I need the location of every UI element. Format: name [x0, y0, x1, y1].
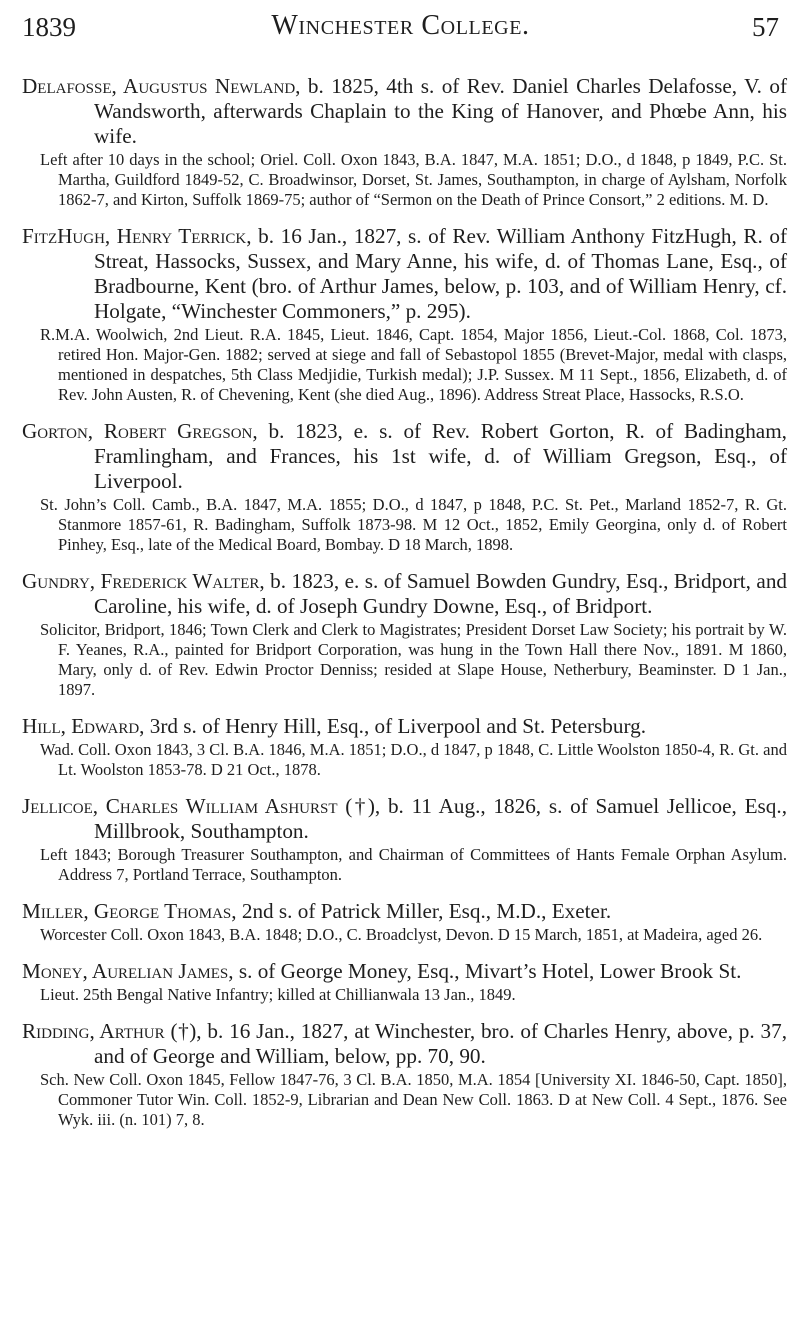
- entry-parentage: 2nd s. of Patrick Miller, Esq., M.D., Exeter.: [236, 899, 612, 923]
- entry-name: Gundry, Frederick Walter,: [22, 569, 265, 593]
- entry-name: Jellicoe, Charles William Ashurst (†),: [22, 794, 381, 818]
- entry-career: Lieut. 25th Bengal Native Infantry; killed at Chillianwala 13 Jan., 1849.: [40, 985, 516, 1004]
- entry-head: [22, 714, 787, 739]
- entry-career: Left after 10 days in the school; Oriel. Coll. Oxon 1843, B.A. 1847, M.A. 1851; D.O., d 1848, p 1849, P.C. St. Martha, Guildford 1849-52, C. Broadwinsor, Dorset, St. James, Southampton, in charge of Aylsham, Norfolk 1862-7, and Kirton, Suffolk 1869-75; author of “Sermon on the Death of Prince Consort,” 2 editions. M. D.: [40, 150, 787, 209]
- entry-head: [22, 794, 787, 844]
- entry-name: Gorton, Robert Gregson,: [22, 419, 258, 443]
- entry-name: Ridding, Arthur (†),: [22, 1019, 202, 1043]
- entry-name: Hill, Edward,: [22, 714, 145, 738]
- entry-name: Delafosse, Augustus Newland,: [22, 74, 301, 98]
- entry-parentage: b. 1825, 4th s. of Rev. Daniel Charles Delafosse, V. of Wandsworth, afterwards Chaplain to the King of Hanover, and Phœbe Ann, his wife.: [94, 74, 787, 148]
- entry-head: [22, 1019, 787, 1069]
- register-entry: [22, 714, 787, 780]
- entry-head: [22, 74, 787, 149]
- entry-career: St. John’s Coll. Camb., B.A. 1847, M.A. 1855; D.O., d 1847, p 1848, P.C. St. Pet., Marland 1852-7, R. Gt. Stanmore 1857-61, R. Badingham, Suffolk 1873-98. M 12 Oct., 1852, Emily Georgina, only d. of Robert Pinhey, Esq., late of the Medical Board, Bombay. D 18 March, 1898.: [40, 495, 787, 554]
- entry-parentage: b. 16 Jan., 1827, s. of Rev. William Anthony FitzHugh, R. of Streat, Hassocks, Sussex, and Mary Anne, his wife, d. of Thomas Lane, Esq., of Bradbourne, Kent (bro. of Arthur James, below, p. 103, and of William Henry, cf. Holgate, “Winchester Commoners,” p. 295).: [94, 224, 787, 323]
- entry-career: R.M.A. Woolwich, 2nd Lieut. R.A. 1845, Lieut. 1846, Capt. 1854, Major 1856, Lieut.-Col. 1868, Col. 1873, retired Hon. Major-Gen. 1882; served at siege and fall of Sebastopol 1855 (Brevet-Major, medal with clasps, mentioned in despatches, 5th Class Medjidie, Turkish medal); J.P. Sussex. M 11 Sept., 1856, Elizabeth, d. of Rev. John Austen, R. of Chevening, Kent (she died Aug., 1896). Address Streat Place, Hassocks, R.S.O.: [40, 325, 787, 404]
- entry-career: Left 1843; Borough Treasurer Southampton, and Chairman of Committees of Hants Female Orphan Asylum. Address 7, Portland Terrace, Southampton.: [40, 845, 787, 884]
- register-entry: [22, 899, 787, 945]
- register-entry: [22, 569, 787, 700]
- register-entry: [22, 224, 787, 405]
- register-entry: [22, 1019, 787, 1130]
- entry-name: Money, Aurelian James,: [22, 959, 234, 983]
- register-entries: [22, 74, 787, 1144]
- entry-parentage: b. 1823, e. s. of Rev. Robert Gorton, R. of Badingham, Framlingham, and Frances, his 1st wife, d. of William Gregson, Esq., of Liverpool.: [94, 419, 787, 493]
- register-entry: [22, 419, 787, 555]
- register-entry: [22, 959, 787, 1005]
- entry-head: [22, 224, 787, 324]
- entry-parentage: b. 16 Jan., 1827, at Winchester, bro. of Charles Henry, above, p. 37, and of George and William, below, pp. 70, 90.: [94, 1019, 787, 1068]
- entry-parentage: b. 11 Aug., 1826, s. of Samuel Jellicoe, Esq., Millbrook, Southampton.: [94, 794, 787, 843]
- entry-head: [22, 899, 787, 924]
- entry-parentage: 3rd s. of Henry Hill, Esq., of Liverpool and St. Petersburg.: [144, 714, 647, 738]
- entry-parentage: b. 1823, e. s. of Samuel Bowden Gundry, Esq., Bridport, and Caroline, his wife, d. of Joseph Gundry Downe, Esq., of Bridport.: [94, 569, 788, 618]
- page-number: 57: [752, 12, 779, 42]
- entry-head: [22, 419, 787, 494]
- running-title: Winchester College.: [271, 10, 530, 41]
- register-entry: [22, 794, 787, 885]
- entry-career: Worcester Coll. Oxon 1843, B.A. 1848; D.O., C. Broadclyst, Devon. D 15 March, 1851, at Madeira, aged 26.: [40, 925, 763, 944]
- running-header: [22, 10, 779, 52]
- entry-head: [22, 569, 787, 619]
- entry-career: Solicitor, Bridport, 1846; Town Clerk and Clerk to Magistrates; President Dorset Law Society; his portrait by W. F. Yeanes, R.A., painted for Bridport Corporation, was hung in the Town Hall there Nov., 1891. M 1860, Mary, only d. of Rev. Edwin Proctor Denniss; resided at Slape House, Netherbury, Beaminster. D 1 Jan., 1897.: [40, 620, 787, 699]
- header-year: 1839: [22, 12, 76, 42]
- entry-parentage: s. of George Money, Esq., Mivart’s Hotel, Lower Brook St.: [233, 959, 742, 983]
- entry-career: Wad. Coll. Oxon 1843, 3 Cl. B.A. 1846, M.A. 1851; D.O., d 1847, p 1848, C. Little Woolston 1850-4, R. Gt. and Lt. Woolston 1853-78. D 21 Oct., 1878.: [40, 740, 787, 779]
- register-entry: [22, 74, 787, 210]
- entry-head: [22, 959, 787, 984]
- entry-career: Sch. New Coll. Oxon 1845, Fellow 1847-76, 3 Cl. B.A. 1850, M.A. 1854 [University XI. 1846-50, Capt. 1850], Commoner Tutor Win. Coll. 1852-9, Librarian and Dean New Coll. 1863. D at New Coll. 4 Sept., 1876. See Wyk. iii. (n. 101) 7, 8.: [40, 1070, 787, 1129]
- entry-name: Miller, George Thomas,: [22, 899, 237, 923]
- entry-name: FitzHugh, Henry Terrick,: [22, 224, 252, 248]
